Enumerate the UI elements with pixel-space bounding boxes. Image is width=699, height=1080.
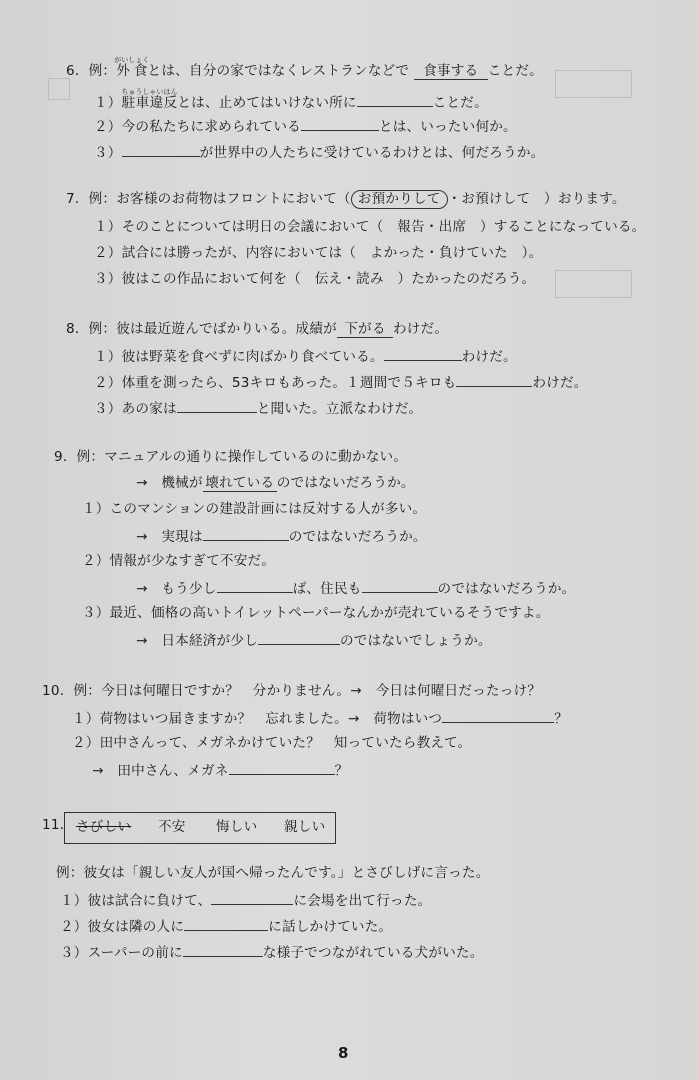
q11-item-2: ２）彼女は隣の人に に話しかけていた。 xyxy=(60,916,392,936)
q9-item-1-answer-line: → 実現は のではないだろうか。 xyxy=(136,526,427,546)
q6-example-label: 6．例： xyxy=(66,63,117,79)
q6-example-word: 外食がいしょく xyxy=(114,56,150,79)
q7-example: 7．例：お客様のお荷物はフロントにおいて（ お預かりして ・お預けして ）おります。 xyxy=(66,191,626,207)
q8-example-answer: 下がる xyxy=(337,321,393,338)
q8-item-1: １）彼は野菜を食べずに肉ばかり食べている。 わけだ。 xyxy=(94,346,517,366)
q7-item-2: ２）試合には勝ったが、内容においては（ よかった・負けていた ）。 xyxy=(94,245,543,261)
answer-blank[interactable] xyxy=(211,890,293,905)
q6-item-2: ２）今の私たちに求められている とは、いったい何か。 xyxy=(94,116,517,136)
q11-example: 例：彼女は「親しい友人が国へ帰ったんです。」とさびしげに言った。 xyxy=(56,865,490,881)
answer-blank[interactable] xyxy=(456,372,532,387)
q7-item-1: １）そのことについては明日の会議において（ 報告・出席 ）することになっている。 xyxy=(94,219,646,235)
q8-example: 8．例：彼は最近遊んでばかりいる。成績が 下がる わけだ。 xyxy=(66,321,449,337)
q10-item-2: ２）田中さんって、メガネかけていた？ 知っていたら教えて。 xyxy=(72,735,472,751)
q9-item-2: ２）情報が少なすぎて不安だ。 xyxy=(82,553,276,569)
q7-item-3: ３）彼はこの作品において何を（ 伝え・読み ）たかったのだろう。 xyxy=(94,271,536,287)
q6-example: 6．例：外食がいしょくとは、自分の家ではなくレストランなどで 食事する ことだ。 xyxy=(66,56,543,79)
q8-item-2: ２）体重を測ったら、53キロもあった。１週間で５キロも わけだ。 xyxy=(94,372,588,392)
answer-blank[interactable] xyxy=(384,346,462,361)
q9-item-2-answer-line: → もう少し ば、住民も のではないだろうか。 xyxy=(136,578,575,598)
q11-word: 親しい xyxy=(284,819,326,835)
q6-example-answer: 食事する xyxy=(414,63,488,80)
bleed-through-box xyxy=(555,270,632,298)
q11-item-1: １）彼は試合に負けて、 に会場を出て行った。 xyxy=(60,890,431,910)
bleed-through-box xyxy=(48,78,70,100)
bleed-through-box xyxy=(555,70,632,98)
q9-item-3: ３）最近、価格の高いトイレットペーパーなんかが売れているそうですよ。 xyxy=(82,605,550,621)
q8-item-3: ３）あの家は と聞いた。立派なわけだ。 xyxy=(94,398,422,418)
answer-blank[interactable] xyxy=(177,398,257,413)
answer-blank[interactable] xyxy=(258,630,340,645)
answer-blank[interactable] xyxy=(442,708,554,723)
answer-blank[interactable] xyxy=(183,942,263,957)
q10-item-2-answer-line: → 田中さん、メガネ ？ xyxy=(92,760,348,780)
answer-blank[interactable] xyxy=(184,916,268,931)
answer-blank[interactable] xyxy=(203,526,289,541)
q11-item-3: ３）スーパーの前に な様子でつながれている犬がいた。 xyxy=(60,942,484,962)
q11-word: 不安 xyxy=(158,819,186,835)
answer-blank[interactable] xyxy=(357,92,433,107)
answer-blank[interactable] xyxy=(122,142,200,157)
page-number: 8 xyxy=(338,1044,349,1062)
q9-item-3-answer-line: → 日本経済が少し のではないでしょうか。 xyxy=(136,630,492,650)
q10-item-1: １）荷物はいつ届きますか？ 忘れました。→ 荷物はいつ ？ xyxy=(72,708,568,728)
q6-item-3: ３） が世界中の人たちに受けているわけとは、何だろうか。 xyxy=(94,142,544,162)
q11-word-crossed: さびしい xyxy=(76,819,132,835)
q7-circled-answer: お預かりして xyxy=(351,190,448,209)
q9-item-1: １）このマンションの建設計画には反対する人が多い。 xyxy=(82,501,427,517)
answer-blank[interactable] xyxy=(301,116,379,131)
q10-example: 10．例：今日は何曜日ですか？ 分かりません。→ 今日は何曜日だったっけ？ xyxy=(42,683,542,699)
answer-blank[interactable] xyxy=(217,578,293,593)
q9-example-answer-line: → 機械が 壊れている のではないだろうか。 xyxy=(136,475,415,491)
q6-item-1: １）駐車違反ちゅうしゃいはんとは、止めてはいけない所に ことだ。 xyxy=(94,88,488,111)
answer-blank[interactable] xyxy=(229,760,335,775)
q11-word: 悔しい xyxy=(216,819,258,835)
answer-blank[interactable] xyxy=(362,578,438,593)
q9-example-answer: 壊れている xyxy=(203,475,277,492)
q11-number: 11． xyxy=(42,817,74,833)
q9-example: 9．例：マニュアルの通りに操作しているのに動かない。 xyxy=(54,449,408,465)
